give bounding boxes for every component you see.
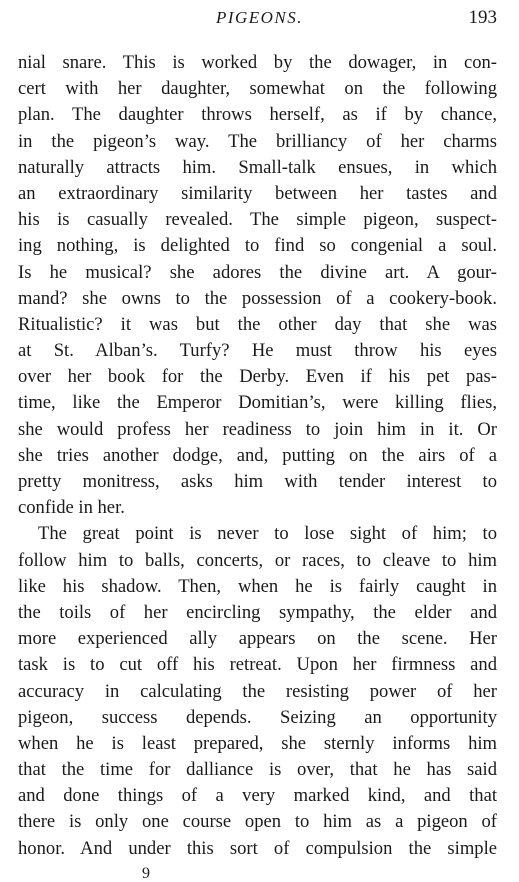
running-head — [0, 6, 519, 30]
signature-mark: 9 — [142, 865, 150, 882]
text-line: like his shadow. Then, when he is fairly caught in — [18, 575, 497, 597]
paragraph-start-line: The great point is never to lose sight of him; to — [38, 523, 497, 545]
text-line: ing nothing, is delighted to find so congenial a soul. — [18, 235, 497, 257]
text-line: nial snare. This is worked by the dowager, in con- — [18, 52, 497, 73]
text-line: more experienced ally appears on the scene. Her — [18, 628, 497, 650]
text-line: time, like the Emperor Domitian’s, were killing flies, — [18, 392, 497, 414]
text-line: mand? she owns to the possession of a cookery-book. — [18, 287, 497, 309]
text-line: at St. Alban’s. Turfy? He must throw his eyes — [18, 340, 497, 362]
body-text — [18, 50, 497, 862]
text-line: over her book for the Derby. Even if his pet pas- — [18, 366, 497, 388]
text-line: an extraordinary similarity between her tastes and — [18, 182, 497, 204]
text-line: naturally attracts him. Small-talk ensues, in which — [18, 156, 497, 178]
text-line: and done things of a very marked kind, and that — [18, 785, 497, 807]
text-line: that the time for dalliance is over, that he has said — [18, 759, 497, 781]
text-line: plan. The daughter throws herself, as if by chance, — [18, 104, 497, 126]
page-number: 193 — [468, 7, 497, 28]
paragraph-end-line: confide in her. — [18, 497, 125, 519]
text-line: when he is least prepared, she sternly informs him — [18, 732, 497, 754]
text-line: pigeon, success depends. Seizing an opportunity — [18, 706, 497, 728]
text-line: cert with her daughter, somewhat on the following — [18, 78, 497, 100]
text-line: task is to cut off his retreat. Upon her firmness and — [18, 654, 497, 676]
text-line: Is he musical? she adores the divine art. A gour- — [18, 261, 497, 283]
text-line: accuracy in calculating the resisting power of her — [18, 680, 497, 702]
text-line: follow him to balls, concerts, or races, to cleave to him — [18, 549, 497, 571]
text-line: in the pigeon’s way. The brilliancy of her charms — [18, 130, 497, 152]
text-line: there is only one course open to him as a pigeon of — [18, 811, 497, 833]
text-line: honor. And under this sort of compulsion the simple — [18, 837, 497, 859]
text-line: the toils of her encircling sympathy, the elder and — [18, 601, 497, 623]
running-title: PIGEONS. — [215, 8, 304, 27]
text-line: Ritualistic? it was but the other day that she was — [18, 313, 497, 335]
text-line: his is casually revealed. The simple pigeon, suspect- — [18, 209, 497, 231]
text-line: pretty monitress, asks him with tender interest to — [18, 471, 497, 492]
text-line: she tries another dodge, and, putting on the airs of a — [18, 444, 497, 466]
text-line: she would profess her readiness to join him in it. Or — [18, 418, 497, 440]
